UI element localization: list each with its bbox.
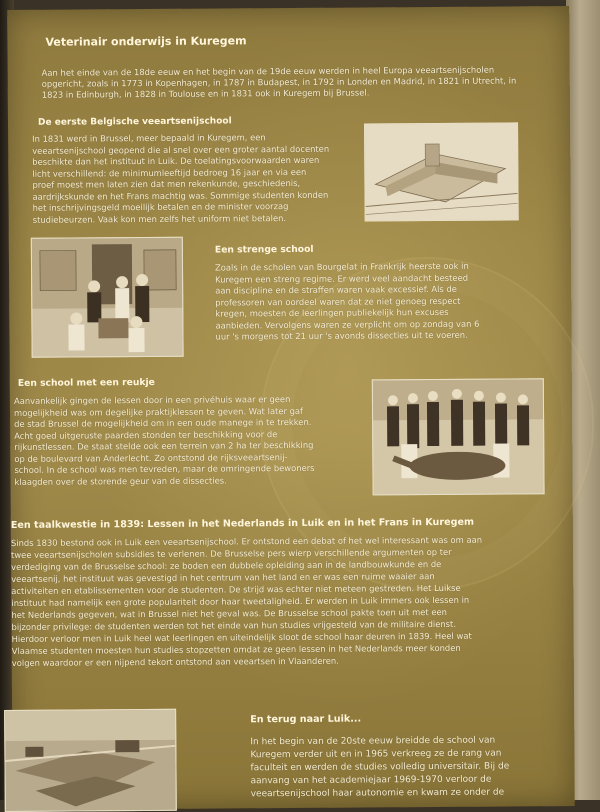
section-5-line: Kuregem verder uit en in 1965 verkreeg ze de rang van — [250, 748, 502, 761]
section-2-line: Kuregem een streng regime. Er werd veel aandacht besteed — [215, 272, 469, 285]
section-4-line: verdediging van de Brusselse school: ze boden een dubbele opleiding aan in de landbouwkunde en de — [11, 558, 442, 572]
section-2-line: uur 's morgens tot 21 uur 's avonds dissecties uit te voeren. — [215, 329, 468, 342]
section-4-line: twee veeartsenijscholen subsidies te verlenen. De Brusselse pers wierp verschillende argumenten op ter — [10, 546, 452, 560]
information-panel — [7, 6, 575, 810]
section-5-line: aanvang van het academiejaar 1969-1970 verloor de — [250, 774, 492, 787]
section-3-line: Aanvankelijk gingen de lessen door in een privéhuis waar er geen — [13, 394, 291, 406]
section-4-line: Hierdoor verloor men in Luik heel wat leerlingen en uiteindelijk sloot de school haar deuren in 1839. Heel wat — [11, 630, 472, 644]
photo-students-horse — [372, 378, 545, 495]
section-3-line: op de boulevard van Anderlecht. Zo ontstond de rijksveeartsenij- — [14, 451, 288, 464]
section-3-line: rijkunstlessen. De staat stelde ook een terrein van 2 ha ter beschikking — [14, 439, 314, 452]
section-4-line: activiteiten en etablissementen voor de studenten. De strijd was echter niet meteen gestreden. Het Luikse — [11, 582, 461, 596]
section-1-line: veeartsenijschool geopend die al snel over een groter aantal docenten — [32, 143, 330, 156]
section-1-line: licht verschillend: de minimumleeftijd bedroeg 16 jaar en via een — [32, 166, 307, 179]
section-1-line: studiebeurzen. Vaak kon men zelfs het uniform niet betalen. — [32, 212, 287, 225]
students-dissection-illustration — [373, 379, 544, 494]
section-1-line: beschikte dan het instituut in Luik. De toelatingsvoorwaarden waren — [32, 154, 320, 167]
section-3-line: klaagden over de storende geur van de dissecties. — [14, 474, 227, 487]
section-5-line: veeartsenijschool haar autonomie en kwam ze onder de — [250, 787, 505, 800]
section-3-line: mogelijkheid was om degelijke praktijklessen te geven. Wat later gaf — [13, 405, 304, 418]
section-1-line: aardrijkskunde en het Frans machtig was. Sommige studenten konden — [32, 189, 329, 202]
section-3-line: school. In de school was men tevreden, maar de omringende bewoners — [14, 462, 315, 475]
section-1-line: proef moest men laten zien dat men rekenkunde, geschiedenis, — [32, 177, 301, 190]
section-4-line: Vlaamse studenten moesten hun studies stopzetten omdat ze geen lessen in het Nederlands meer konden — [11, 642, 461, 656]
section-4-line: het Nederlands gegeven, wat in Brussel niet het geval was. De Brusselse school pakte toen uit met een — [11, 606, 447, 620]
section-1-line: het inschrijvingsgeld moeilijk betalen en de minister voorzag — [32, 201, 289, 213]
section-3-line: de stad Brussel de mogelijkheid om in een oude manege in te trekken. — [14, 416, 312, 429]
section-2-line: aan discipline en de straffen waren vaak excessief. Als de — [215, 283, 457, 296]
photo-campus-aerial — [4, 709, 177, 812]
section-4-line: instituut had namelijk een grote populariteit door haar tweetaligheid. Er werden in Luik immers ook lessen in — [11, 594, 470, 608]
section-heading-3: Een school met een reukje — [17, 376, 155, 389]
section-4-line: volgen waardoor er een nijpend tekort ontstond aan veeartsen in Vlaanderen. — [11, 655, 339, 668]
section-4-line: veeartsenij, het instituut was gevestigd in het centrum van het land en er was een ruime waaier aan — [11, 571, 435, 584]
photo-school-buildings — [364, 122, 519, 221]
section-heading-4: Een taalkwestie in 1839: Lessen in het Nederlands in Luik en in het Frans in Kuregem — [10, 516, 474, 531]
section-5-line: faculteit en werden de studies volledig universitair. Bij de — [250, 761, 510, 774]
panel-title: Veterinair onderwijs in Kuregem — [45, 34, 247, 49]
engraving-illustration — [365, 123, 518, 220]
section-2-line: Zoals in de scholen van Bourgelat in Frankrijk heerste ook in — [214, 260, 469, 273]
intro-text: Aan het einde van de 18de eeuw en het begin van de 19de eeuw werden in heel Europa veeartsenijscholen opgericht, zoals in 1773 in Kopenhagen, in 1787 in Budapest, in 1792 in Londen en Madrid, in 1821 in Utrecht, in 1823 in Edinburgh, in 1828 in Toulouse en in 1831 ook in Kuregem bij Brussel. — [41, 64, 517, 100]
section-3-line: Acht goed uitgeruste paarden stonden ter beschikking voor de — [14, 428, 278, 441]
section-2-line: kregen, moesten de leerlingen publiekelijk hun excuses — [215, 306, 449, 319]
campus-aerial-illustration — [5, 710, 176, 811]
section-2-line: professoren van oordeel waren dat ze niet genoeg respect — [215, 295, 461, 308]
section-1-line: In 1831 werd in Brussel, meer bepaald in Kuregem, een — [32, 132, 266, 144]
section-heading-1: De eerste Belgische veeartsenijschool — [37, 116, 232, 128]
section-heading-5: En terug naar Luik... — [250, 713, 362, 726]
section-4-line: Sinds 1830 bestond ook in Luik een veeartsenijschool. Er ontstond een debat of het wel interessant was om aan — [10, 534, 483, 548]
section-5-line: In het begin van de 20ste eeuw breidde de school van — [250, 735, 496, 748]
section-heading-2: Een strenge school — [214, 243, 314, 256]
section-4-line: bijzonder privilege: de studenten werden tot het einde van hun studies vrijgesteld van de militaire dienst. — [11, 618, 457, 632]
photo-professors — [31, 237, 184, 358]
group-portrait-illustration — [32, 238, 183, 357]
section-2-line: aanbieden. Vervolgens waren ze verplicht om op zondag van 6 — [215, 318, 480, 331]
